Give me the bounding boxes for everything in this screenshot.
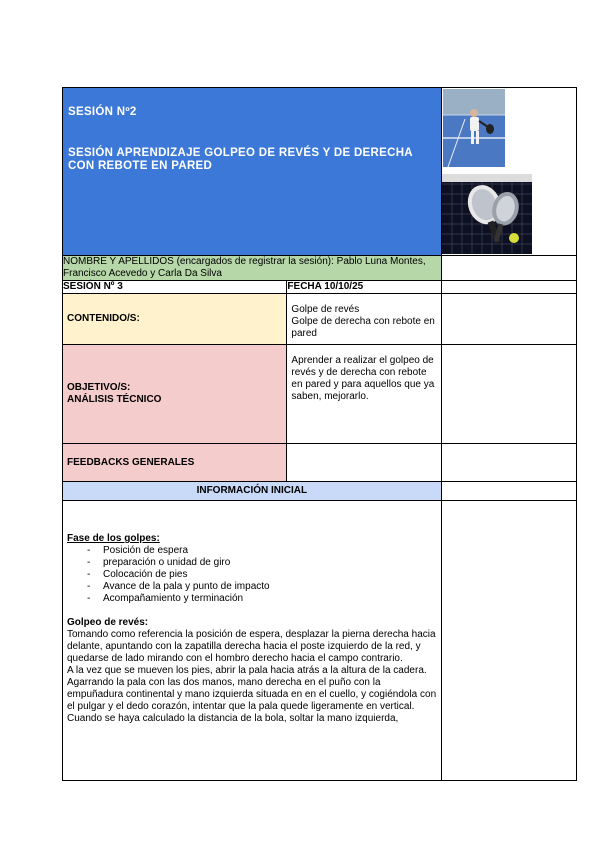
objetivo-label-2: ANÁLISIS TÉCNICO [67, 394, 162, 405]
empty-cell [441, 444, 576, 482]
list-item: - Acompañamiento y terminación [67, 593, 437, 605]
names-cell: NOMBRE Y APELLIDOS (encargados de registrar la sesión): Pablo Luna Montes, Francisco Acevedo y Carla Da Silva [63, 256, 442, 281]
list-item: - preparación o unidad de giro [67, 557, 437, 569]
session-row [63, 281, 577, 294]
empty-cell [441, 256, 576, 281]
feedback-label: FEEDBACKS GENERALES [63, 444, 287, 482]
names-row [63, 256, 577, 281]
feedback-value [287, 444, 441, 482]
padel-rackets-net-icon [442, 174, 532, 254]
paragraph: Agarrando la pala con las dos manos, mano derecha en el puño con la empuñadura continental y mano izquierda situada en en el cuello, y cogiéndola con el pulgar y el dedo corazón, intentar que la pala quede ligeramente en vertical. [67, 677, 437, 712]
objetivo-label-1: OBJETIVO/S: [67, 382, 131, 393]
reves-title: Golpeo de revés: [67, 617, 149, 628]
objetivo-text: Aprender a realizar el golpeo de revés y de derecha con rebote en pared y para aquellos que ya saben, mejorarlo. [287, 345, 441, 444]
objetivo-label [63, 345, 287, 444]
page-title: SESIÓN APRENDIZAJE GOLPEO DE REVÉS Y DE DERECHA CON REBOTE EN PARED [68, 146, 413, 172]
body-row [63, 501, 577, 781]
paragraph: A la vez que se mueven los pies, abrir la pala hacia atrás a la altura de la cadera. [67, 665, 427, 676]
session-number: SESIÓN Nº 3 [63, 281, 287, 294]
feedback-row [63, 444, 577, 482]
paragraph: Tomando como referencia la posición de espera, desplazar la pierna derecha hacia delante, apuntando con la zapatilla derecha hacia el poste izquierdo de la red, y quedarse de lado mirando con el hombro derecho hacia el campo contrario. [67, 629, 436, 664]
padel-player-icon [443, 89, 505, 167]
phases-title: Fase de los golpes: [67, 533, 160, 544]
list-item: - Posición de espera [67, 545, 437, 557]
body-text-cell [63, 501, 442, 781]
paragraph: Cuando se haya calculado la distancia de la bola, soltar la mano izquierda, [67, 713, 399, 724]
contenido-row [63, 294, 577, 345]
contenido-line: Golpe de revés [291, 304, 360, 315]
empty-cell [441, 501, 576, 781]
empty-cell [441, 482, 576, 501]
info-row [63, 482, 577, 501]
empty-cell [441, 281, 576, 294]
list-item: - Avance de la pala y punto de impacto [67, 581, 437, 593]
list-item: - Colocación de pies [67, 569, 437, 581]
empty-cell [441, 294, 576, 345]
contenido-line: Golpe de derecha con rebote en pared [291, 316, 435, 339]
phases-list [67, 545, 437, 605]
session-label: SESIÓN Nº2 [68, 106, 137, 118]
info-heading: INFORMACIÓN INICIAL [63, 482, 442, 501]
contenido-text [287, 294, 441, 345]
objetivo-row [63, 345, 577, 444]
header-cell [63, 88, 442, 256]
session-date: FECHA 10/10/25 [287, 281, 441, 294]
contenido-label: CONTENIDO/S: [63, 294, 287, 345]
empty-cell [441, 345, 576, 444]
